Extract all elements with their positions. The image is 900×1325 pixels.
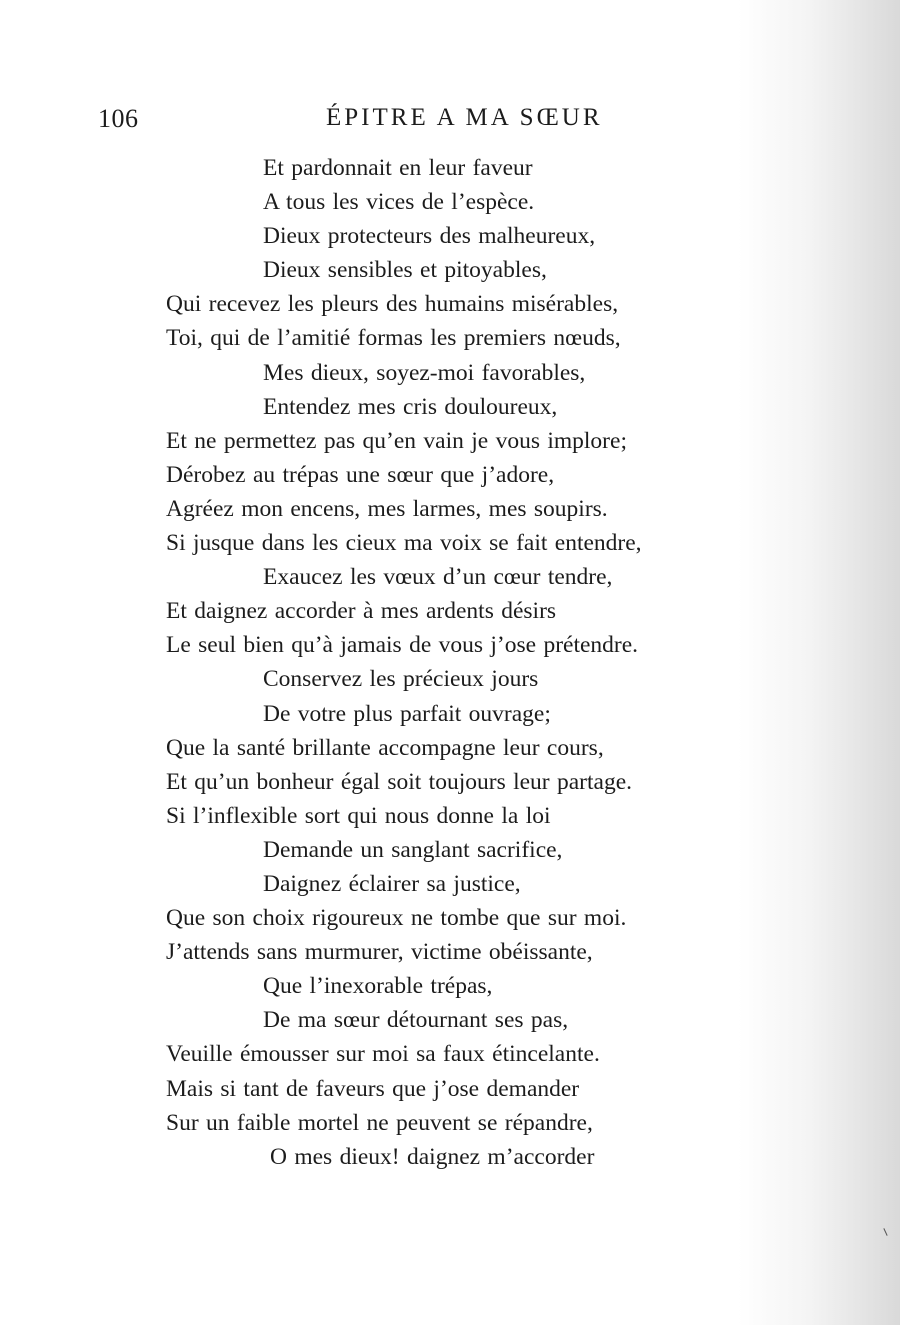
scan-speck (883, 1228, 887, 1236)
verse-line: Mes dieux, soyez-moi favorables, (263, 359, 586, 386)
verse-line: Veuille émousser sur moi sa faux étincelante. (166, 1041, 600, 1068)
verse-line: Conservez les précieux jours (263, 666, 539, 693)
verse-line: Dieux sensibles et pitoyables, (263, 257, 547, 284)
verse-line: Mais si tant de faveurs que j’ose demander (166, 1075, 580, 1102)
verse-line: Si l’inflexible sort qui nous donne la loi (166, 802, 551, 829)
poem-text (166, 151, 766, 1174)
running-title: ÉPITRE A MA SŒUR (326, 104, 603, 131)
verse-line: Daignez éclairer sa justice, (263, 870, 521, 897)
verse-line: Sur un faible mortel ne peuvent se répandre, (166, 1109, 593, 1136)
verse-line: De votre plus parfait ouvrage; (263, 700, 551, 727)
verse-line: Qui recevez les pleurs des humains misérables, (166, 291, 619, 318)
verse-line: Agréez mon encens, mes larmes, mes soupirs. (166, 495, 608, 522)
verse-line: A tous les vices de l’espèce. (263, 189, 535, 216)
verse-line: Que la santé brillante accompagne leur cours, (166, 734, 604, 761)
verse-line: O mes dieux! daignez m’accorder (270, 1143, 595, 1170)
verse-line: J’attends sans murmurer, victime obéissante, (166, 939, 593, 966)
verse-line: Entendez mes cris douloureux, (263, 393, 558, 420)
verse-line: Et daignez accorder à mes ardents désirs (166, 598, 557, 625)
verse-line: Et ne permettez pas qu’en vain je vous implore; (166, 427, 627, 454)
verse-line: De ma sœur détournant ses pas, (263, 1007, 569, 1034)
verse-line: Et qu’un bonheur égal soit toujours leur partage. (166, 768, 633, 795)
verse-line: Le seul bien qu’à jamais de vous j’ose prétendre. (166, 632, 639, 659)
verse-line: Et pardonnait en leur faveur (263, 155, 533, 181)
verse-line: Demande un sanglant sacrifice, (263, 836, 563, 863)
verse-line: Exaucez les vœux d’un cœur tendre, (263, 564, 613, 591)
verse-line: Dérobez au trépas une sœur que j’adore, (166, 461, 555, 488)
verse-line: Que son choix rigoureux ne tombe que sur moi. (166, 905, 627, 932)
verse-line: Que l’inexorable trépas, (263, 973, 493, 1000)
verse-line: Si jusque dans les cieux ma voix se fait entendre, (166, 530, 642, 557)
page-number: 106 (98, 104, 139, 133)
verse-line: Toi, qui de l’amitié formas les premiers nœuds, (166, 325, 621, 352)
verse-line: Dieux protecteurs des malheureux, (263, 223, 596, 250)
